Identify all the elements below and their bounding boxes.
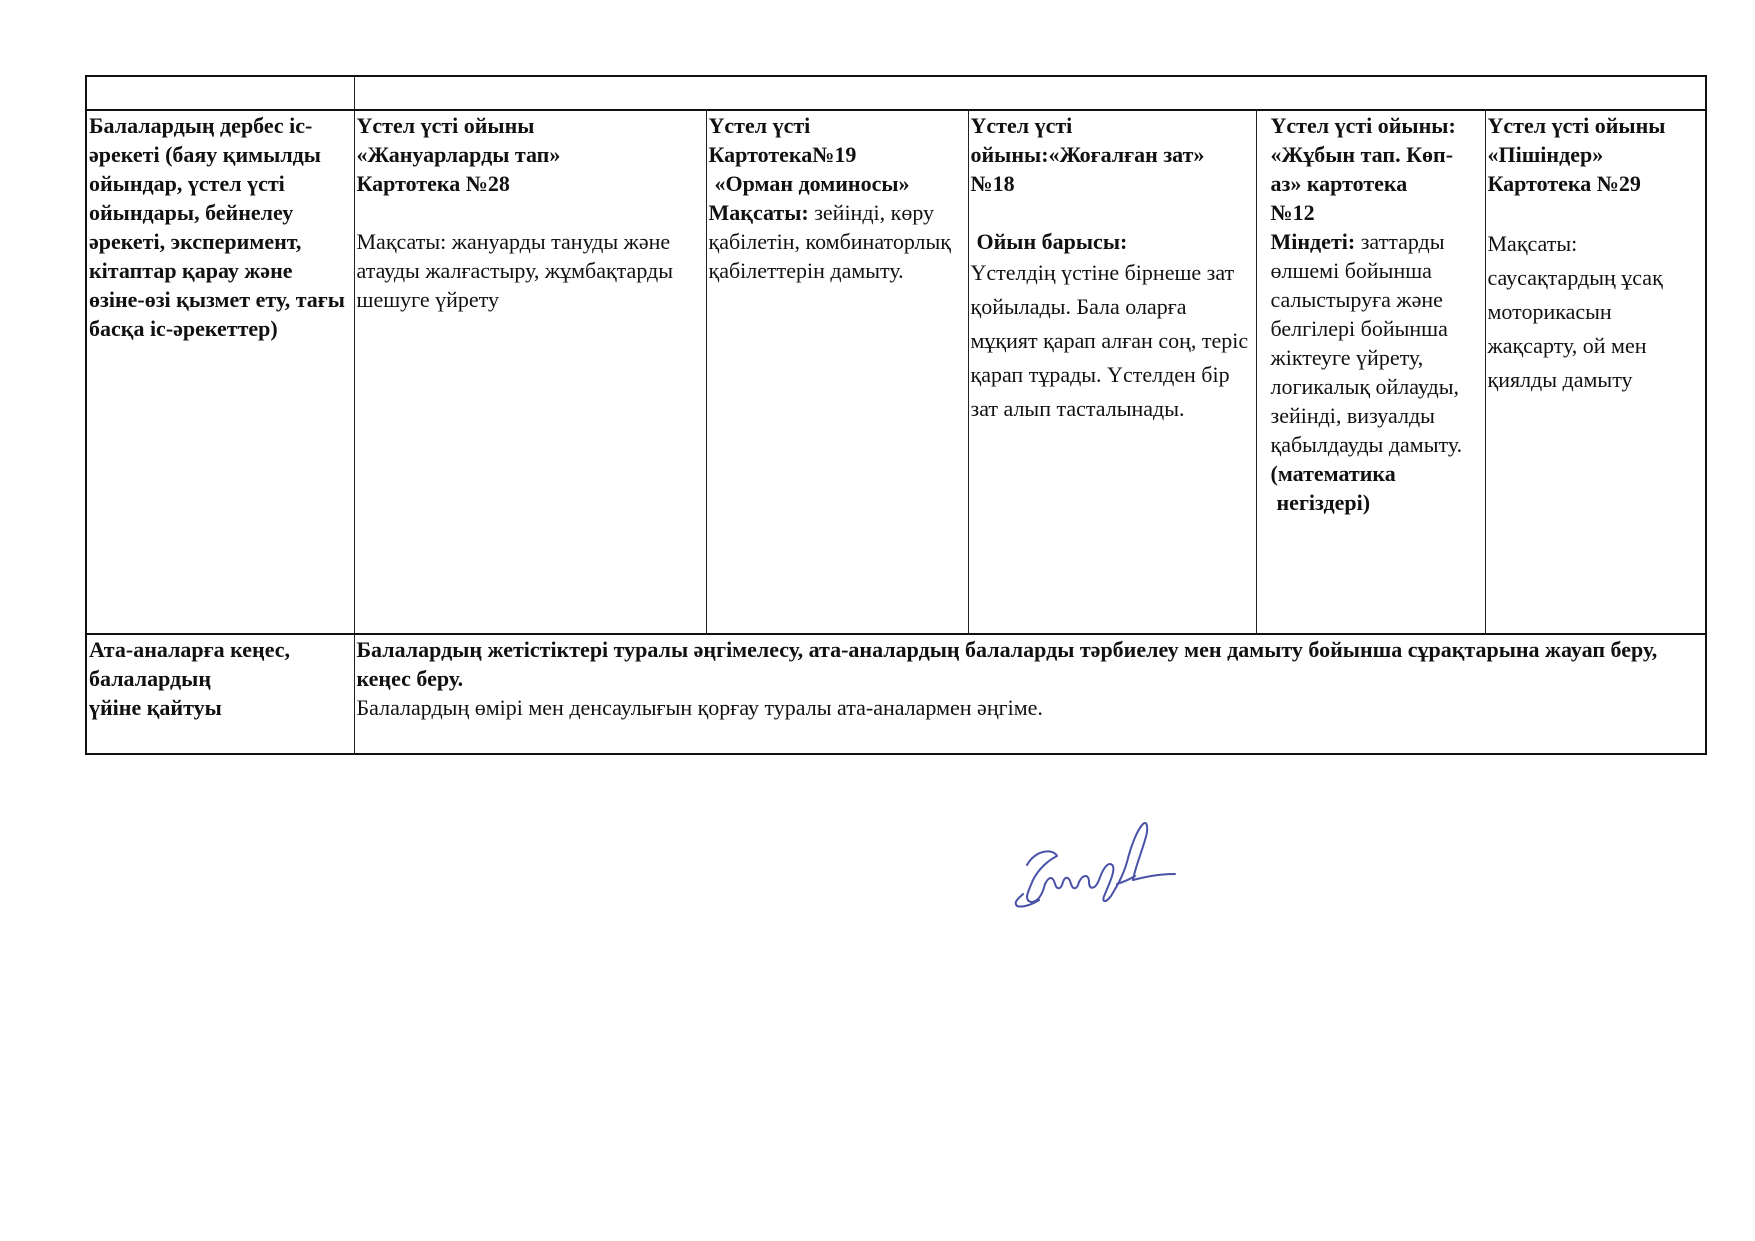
row-label-parents bbox=[86, 634, 354, 754]
row-label-line: үйіне қайтуы bbox=[89, 695, 222, 720]
header-left-cell bbox=[86, 76, 354, 110]
game-task bbox=[1271, 227, 1483, 459]
subject-area: негіздері) bbox=[1276, 490, 1371, 515]
task-text: заттарды өлшемі бойынша салыстыруға және белгілері бойынша жіктеуге үйрету, логикалық ойлауды, зейінді, визуалды қабылдауды дамыту. bbox=[1270, 229, 1463, 457]
cell-parents-advice bbox=[354, 634, 1706, 754]
card-number: Картотека №28 bbox=[356, 171, 510, 196]
game-goal: Мақсаты: жануарды тануды және атауды жалғастыру, жұмбақтарды шешуге үйрету bbox=[356, 229, 674, 312]
parents-advice-text: Балалардың өмірі мен денсаулығын қорғау туралы ата-аналармен әңгіме. bbox=[356, 695, 1043, 720]
goal-text: зейінді, көру қабілетін, комбинаторлық қабілеттерін дамыту. bbox=[708, 200, 951, 283]
table-row bbox=[86, 110, 1706, 634]
subject-area: (математика bbox=[1270, 461, 1396, 486]
cell-tuesday bbox=[706, 110, 968, 634]
cell-monday bbox=[354, 110, 706, 634]
process-text: Үстелдің үстіне бірнеше зат қойылады. Бала оларға мұқият қарап алған соң, теріс қарап тұрады. Үстелден бір зат алып тасталынады. bbox=[970, 260, 1249, 421]
game-title: Үстел үсті bbox=[970, 113, 1073, 138]
game-title: Үстел үсті ойыны bbox=[356, 113, 535, 138]
cell-friday bbox=[1485, 110, 1706, 634]
table-row bbox=[86, 634, 1706, 754]
game-goal: Мақсаты: саусақтардың ұсақ моторикасын жақсарту, ой мен қиялды дамыту bbox=[1487, 231, 1663, 392]
row-label-line: Ата-аналарға кеңес, bbox=[89, 637, 290, 662]
game-title: Үстел үсті ойыны: bbox=[1270, 113, 1456, 138]
game-title: Үстел үсті bbox=[708, 113, 811, 138]
cell-thursday bbox=[1256, 110, 1485, 634]
game-name: ойыны:«Жоғалған зат» bbox=[970, 142, 1205, 167]
game-name: «Орман доминосы» bbox=[714, 171, 910, 196]
game-goal bbox=[709, 198, 966, 285]
row-label-independent-activity: Балалардың дербес іс-әрекеті (баяу қимылды ойындар, үстел үсті ойындары, бейнелеу әрекеті, эксперимент, кітаптар қарау және өзіне-өзі қызмет ету, тағы басқа іс-әрекеттер) bbox=[86, 110, 354, 634]
card-number: Картотека №29 bbox=[1487, 171, 1641, 196]
card-number: Картотека№19 bbox=[708, 142, 857, 167]
parents-advice-bold: Балалардың жетістіктері туралы әңгімелесу, ата-аналардың балаларды тәрбиелеу мен дамыту бойынша сұрақтарына жауап беру, кеңес беру. bbox=[356, 637, 1658, 691]
goal-label: Мақсаты: bbox=[708, 200, 809, 225]
game-name: «Жұбын тап. Көп-аз» картотека bbox=[1270, 142, 1454, 196]
card-number: №12 bbox=[1270, 200, 1315, 225]
cell-wednesday bbox=[968, 110, 1256, 634]
game-name: «Пішіндер» bbox=[1487, 142, 1604, 167]
process-label: Ойын барысы: bbox=[976, 229, 1128, 254]
row-label-line: балалардың bbox=[89, 666, 211, 691]
game-name: «Жануарларды тап» bbox=[356, 142, 561, 167]
handwritten-signature bbox=[1005, 810, 1185, 920]
daily-plan-table bbox=[85, 75, 1707, 755]
header-right-cell bbox=[354, 76, 1706, 110]
game-title: Үстел үсті ойыны bbox=[1487, 113, 1666, 138]
task-label: Міндеті: bbox=[1270, 229, 1356, 254]
card-number: №18 bbox=[970, 171, 1015, 196]
table-header-row bbox=[86, 76, 1706, 110]
